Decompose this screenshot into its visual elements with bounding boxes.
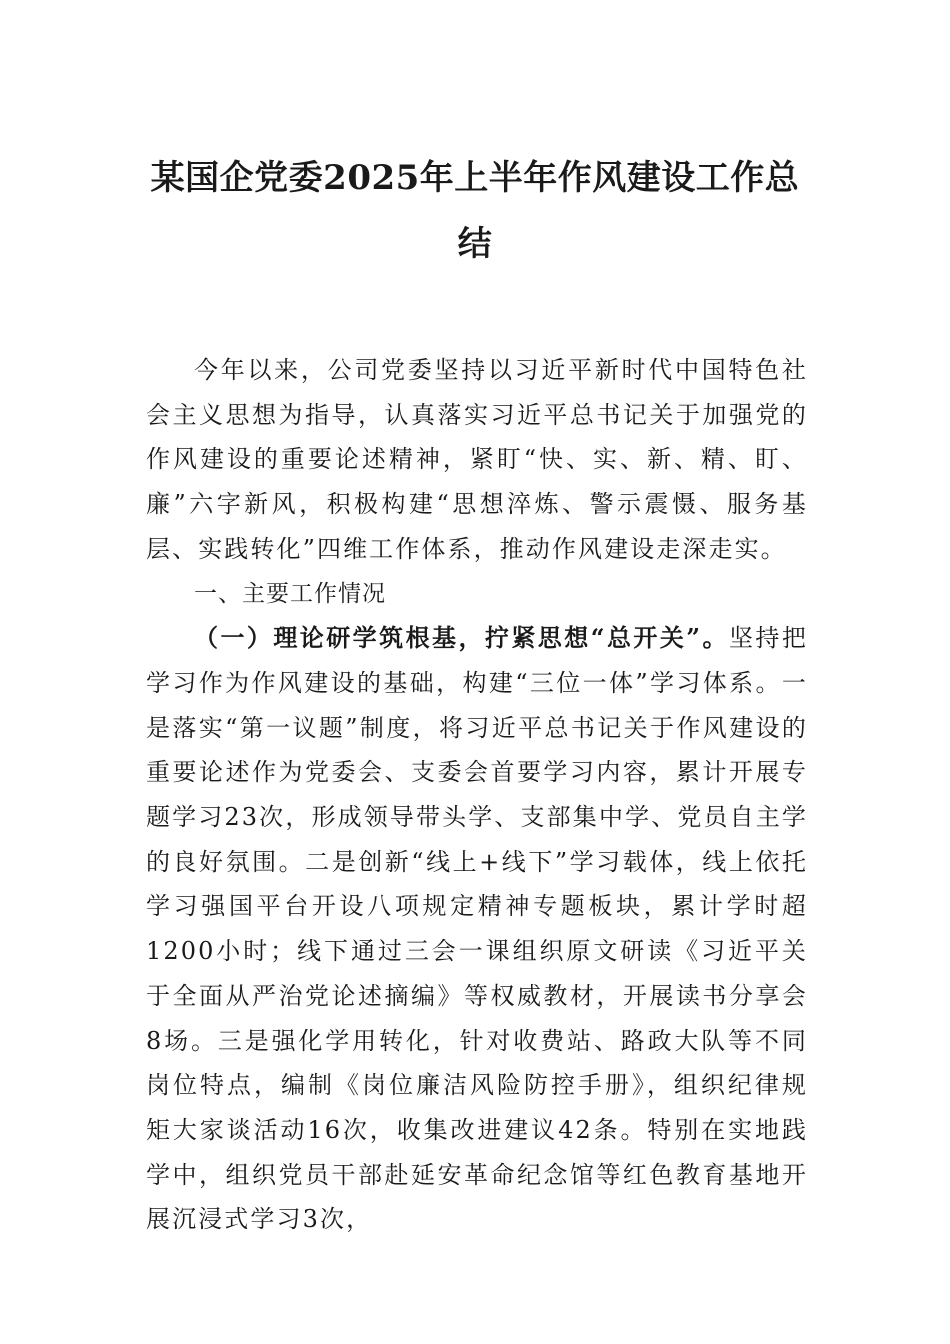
- section-heading: 一、主要工作情况: [194, 580, 386, 607]
- subsection-text: 坚持把学习作为作风建设的基础，构建“三位一体”学习体系。一是落实“第一议题”制度，将习近平总书记关于作风建设的重要论述作为党委会、支委会首要学习内容，累计开展专题学习23次，形成领导带头学、支部集中学、党员自主学的良好氛围。二是创新“线上+线下”学习载体，线上依托学习强国平台开设八项规定精神专题板块，累计学时超1200小时；线下通过三会一课组织原文研读《习近平关于全面从严治党论述摘编》等权威教材，开展读书分享会8场。三是强化学用转化，针对收费站、路政大队等不同岗位特点，编制《岗位廉洁风险防控手册》，组织纪律规矩大家谈活动16次，收集改进建议42条。特别在实地践学中，组织党员干部赴延安革命纪念馆等红色教育基地开展沉浸式学习3次，: [146, 624, 808, 1234]
- intro-paragraph: 今年以来，公司党委坚持以习近平新时代中国特色社会主义思想为指导，认真落实习近平总书记关于加强党的作风建设的重要论述精神，紧盯“快、实、新、精、盯、廉”六字新风，积极构建“思想淬炼、警示震慑、服务基层、实践转化”四维工作体系，推动作风建设走深走实。: [146, 356, 808, 563]
- subsection-lead: （一）理论研学筑根基，拧紧思想“总开关”。: [194, 623, 729, 653]
- document-title: 某国企党委2025年上半年作风建设工作总结: [150, 158, 800, 264]
- document-body: [146, 348, 808, 1242]
- subsection-paragraph: [146, 616, 808, 1242]
